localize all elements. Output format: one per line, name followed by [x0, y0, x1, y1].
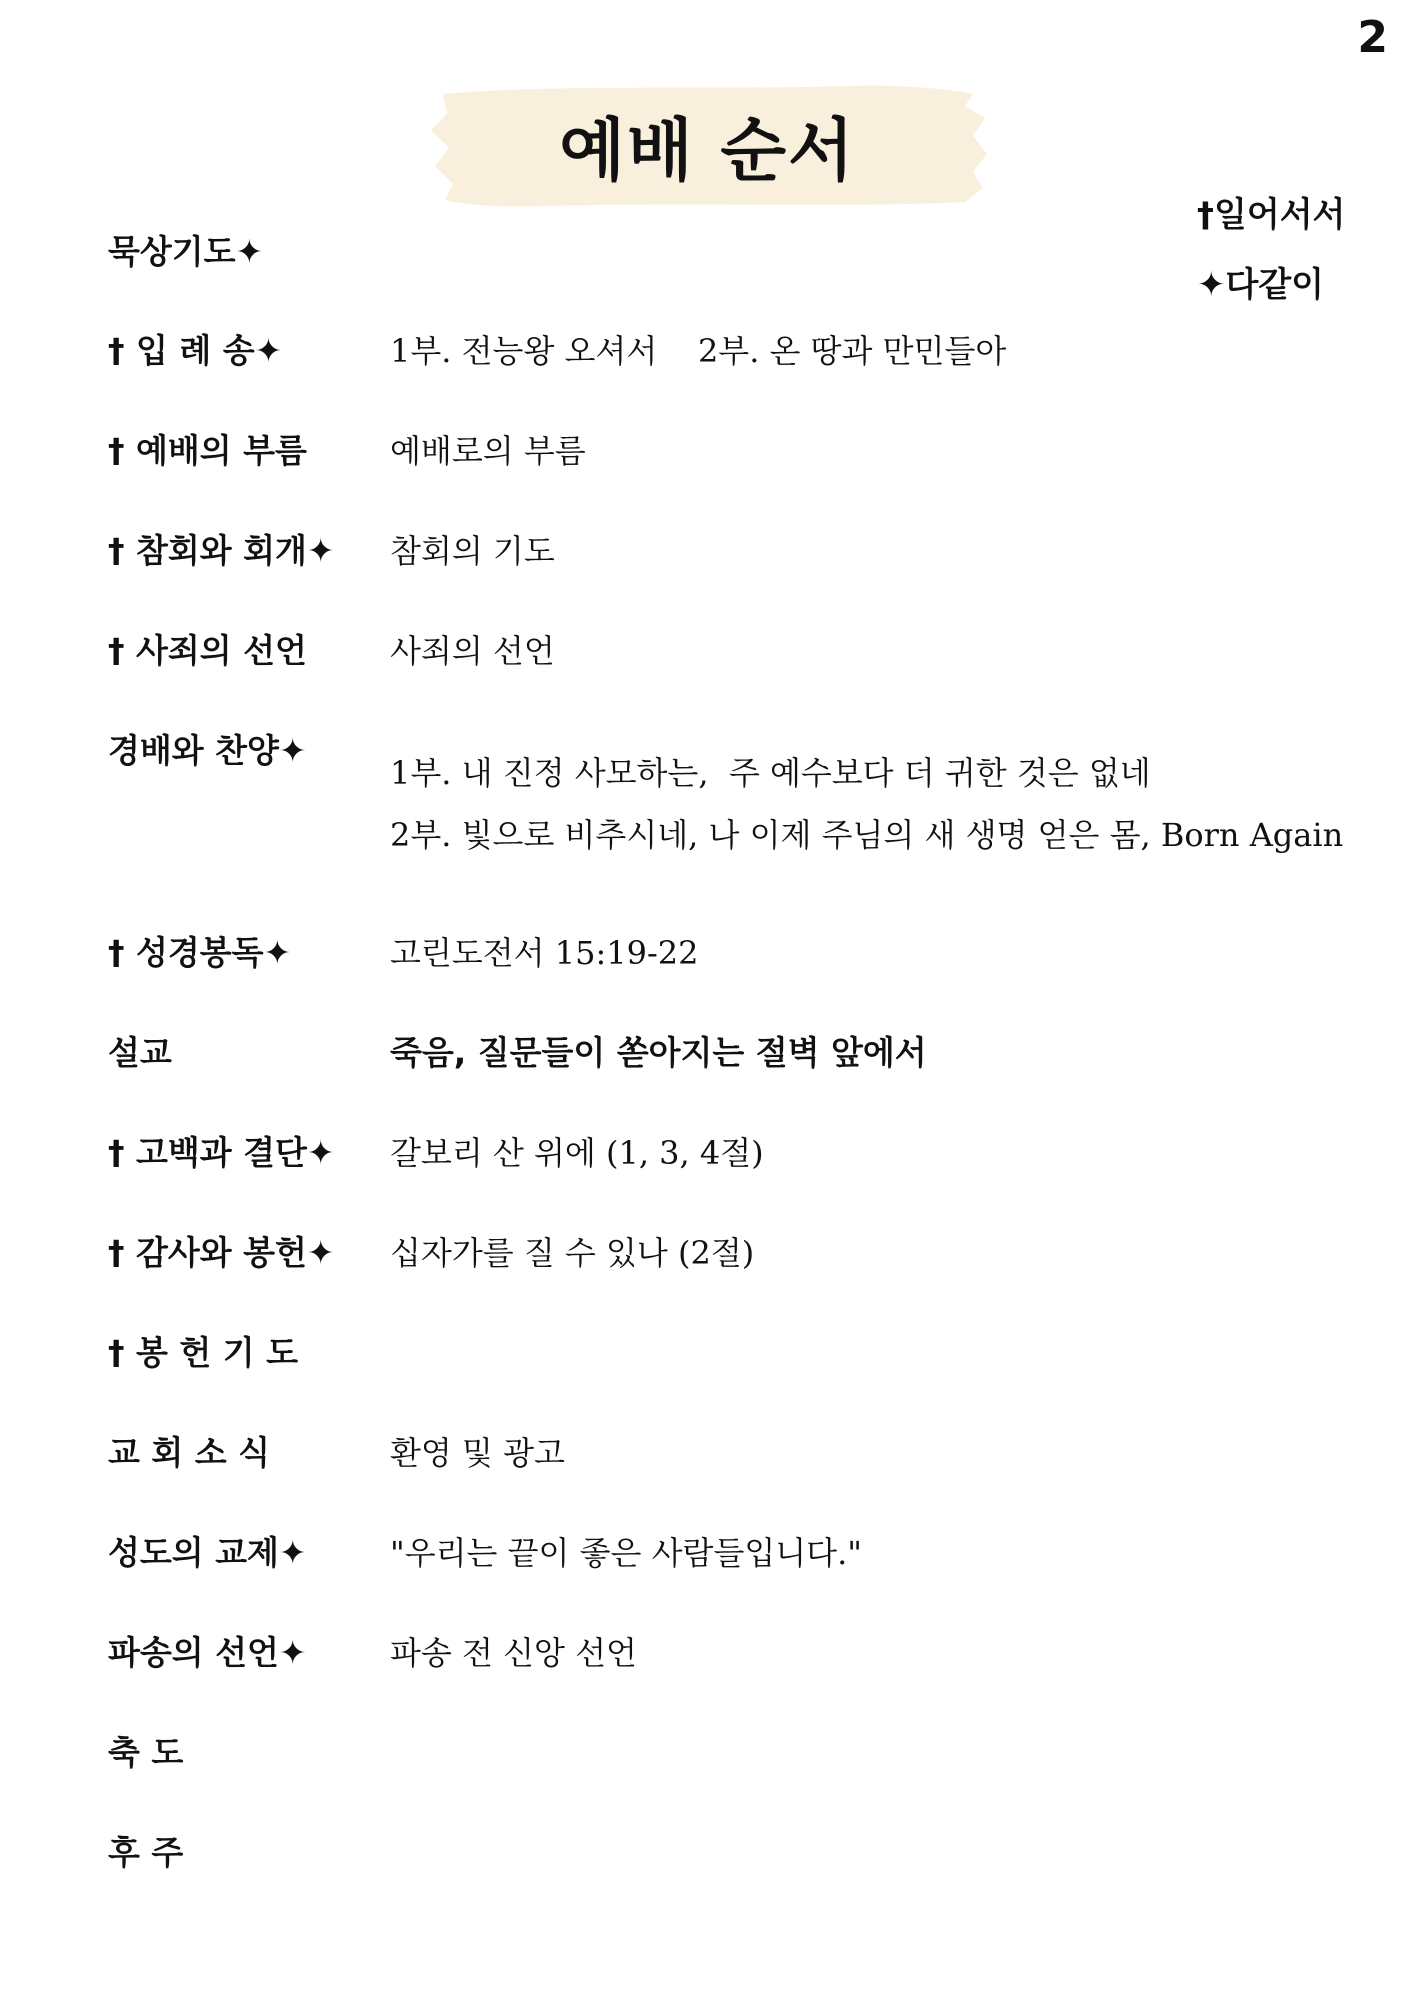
order-value: 2부. 빛으로 비추시네, 나 이제 주님의 새 생명 얻은 몸, Born Again — [390, 816, 1344, 854]
order-value: 환영 및 광고 — [390, 1434, 565, 1472]
order-row — [108, 531, 555, 582]
order-row — [108, 1233, 754, 1284]
order-row — [108, 1533, 862, 1584]
order-row — [108, 1033, 927, 1073]
order-label: 파송의 선언✦ — [108, 1633, 307, 1672]
order-row — [108, 1733, 390, 1773]
legend — [1197, 180, 1345, 320]
order-row — [108, 1133, 764, 1184]
order-value: 십자가를 질 수 있나 (2절) — [390, 1234, 755, 1272]
order-label: † 봉 헌 기 도 — [108, 1333, 298, 1372]
order-label: † 참회와 회개✦ — [108, 531, 335, 570]
order-label: 교 회 소 식 — [108, 1433, 270, 1472]
order-row — [108, 1633, 637, 1684]
order-value: 1부. 전능왕 오셔서 2부. 온 땅과 만민들아 — [390, 332, 1007, 370]
order-value: 참회의 기도 — [390, 532, 555, 570]
order-value: 파송 전 신앙 선언 — [390, 1634, 637, 1672]
page-title: 예배 순서 — [559, 111, 856, 191]
order-row — [108, 431, 586, 482]
order-label: 묵상기도✦ — [108, 232, 264, 271]
order-value: 예배로의 부름 — [390, 432, 586, 470]
order-row — [108, 731, 1343, 866]
order-row — [108, 933, 698, 984]
legend-standing: †일어서서 — [1197, 195, 1346, 235]
order-row — [108, 1833, 390, 1873]
sermon-title: 죽음, 질문들이 쏟아지는 절벽 앞에서 — [390, 1033, 927, 1072]
order-row — [108, 1433, 565, 1484]
order-value: 1부. 내 진정 사모하는, 주 예수보다 더 귀한 것은 없네 — [390, 754, 1151, 792]
order-label: † 감사와 봉헌✦ — [108, 1233, 335, 1272]
order-row — [108, 331, 1006, 382]
order-label: † 입 례 송✦ — [108, 331, 283, 370]
order-label: † 고백과 결단✦ — [108, 1133, 335, 1172]
order-value: 갈보리 산 위에 (1, 3, 4절) — [390, 1134, 764, 1172]
title-banner — [425, 80, 990, 210]
order-label: † 예배의 부름 — [108, 431, 307, 470]
order-label: 설교 — [108, 1033, 172, 1072]
order-value: 고린도전서 15:19-22 — [390, 934, 699, 972]
legend-together: ✦다같이 — [1197, 265, 1325, 305]
order-label: 경배와 찬양✦ — [108, 731, 307, 770]
order-value: "우리는 끝이 좋은 사람들입니다." — [390, 1534, 862, 1572]
order-label: 축 도 — [108, 1733, 184, 1772]
page-number: 2 — [1357, 12, 1388, 63]
order-row — [108, 232, 390, 272]
order-label: 성도의 교제✦ — [108, 1533, 307, 1572]
order-label: † 사죄의 선언 — [108, 631, 307, 670]
order-row — [108, 631, 555, 682]
order-label: 후 주 — [108, 1833, 184, 1872]
order-row — [108, 1333, 390, 1373]
order-value: 사죄의 선언 — [390, 632, 555, 670]
order-label: † 성경봉독✦ — [108, 933, 292, 972]
